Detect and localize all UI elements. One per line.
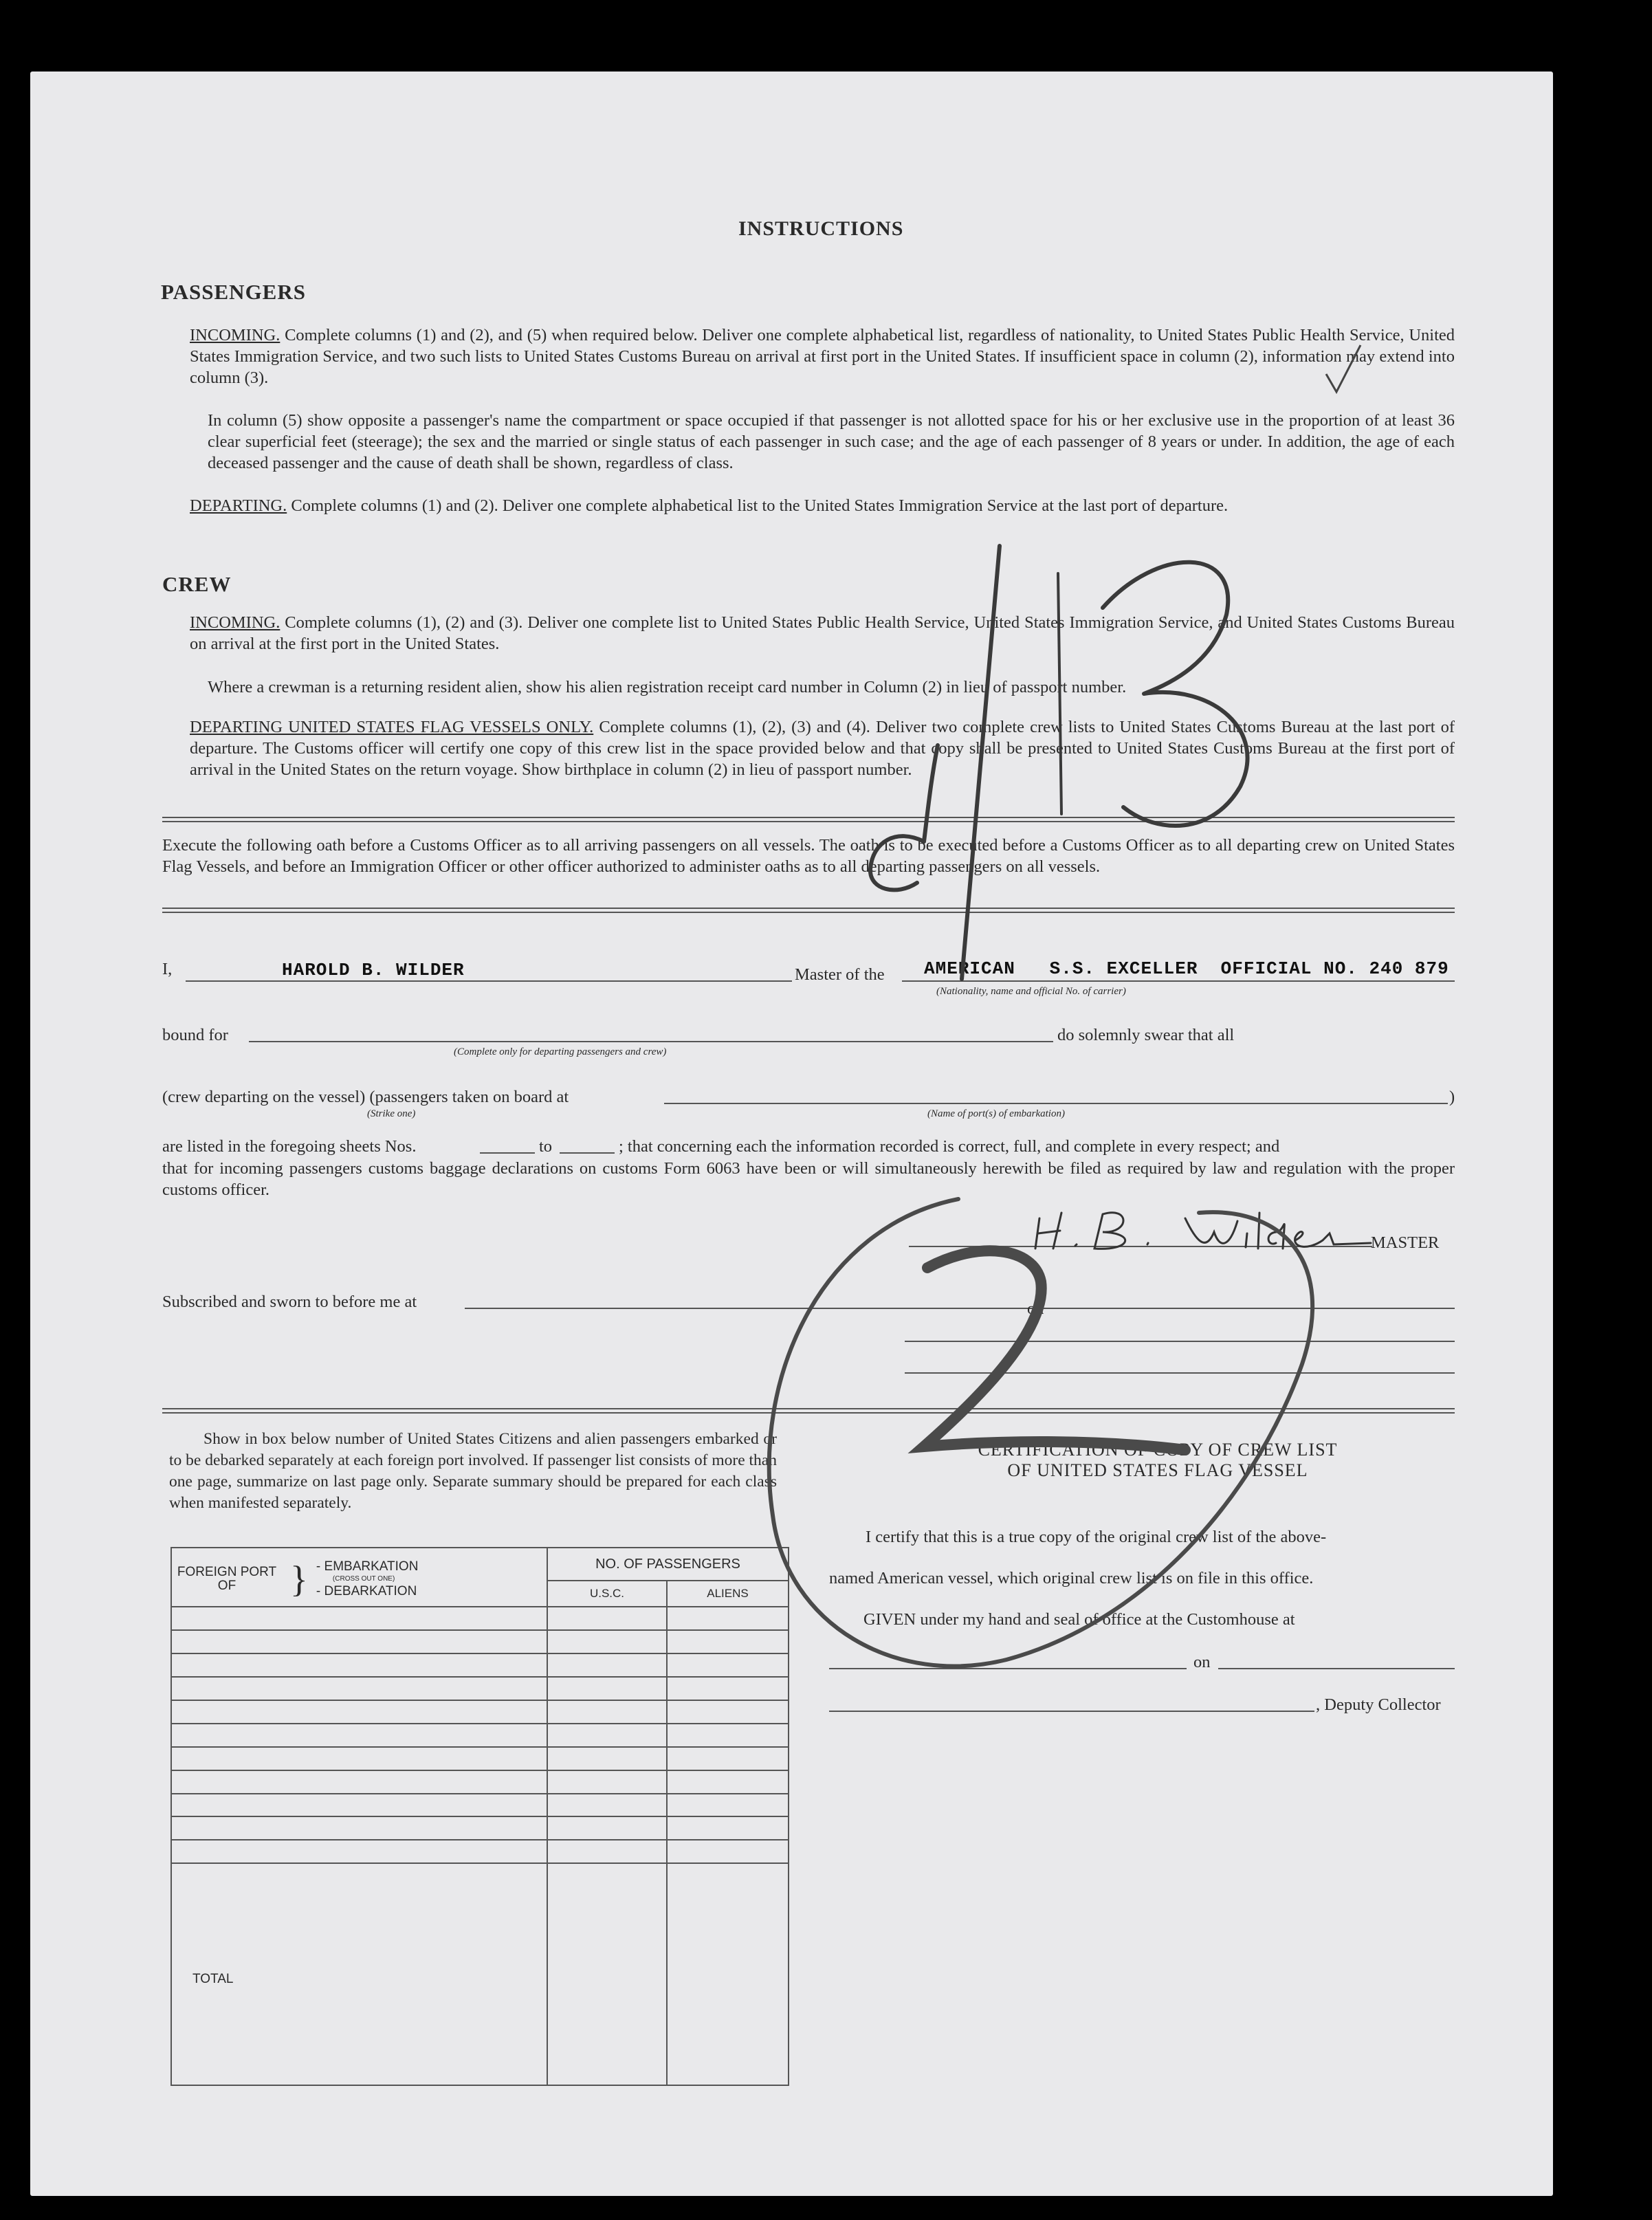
sheets-text: ; that concerning each the information recorded is correct, full, and complete in every respect; and bbox=[619, 1137, 1280, 1156]
total-label: TOTAL bbox=[171, 1863, 547, 2085]
oath-i-label: I, bbox=[162, 960, 173, 978]
table-row bbox=[171, 1747, 789, 1770]
passenger-summary-table bbox=[170, 1547, 789, 2086]
foreign-port-of-label: FOREIGN PORT OF bbox=[177, 1565, 277, 1593]
ports-line bbox=[664, 1103, 1448, 1104]
vessel-name: AMERICAN S.S. EXCELLER OFFICIAL NO. 240 879 bbox=[924, 958, 1449, 979]
usc-header: U.S.C. bbox=[547, 1581, 667, 1607]
crew-incoming-label: INCOMING. bbox=[190, 613, 280, 632]
table-row bbox=[171, 1770, 789, 1794]
debarkation-label: - DEBARKATION bbox=[316, 1584, 417, 1598]
cross-out-label: (CROSS OUT ONE) bbox=[332, 1575, 395, 1583]
page-title: INSTRUCTIONS bbox=[738, 217, 904, 240]
crew-passengers-text: (crew departing on the vessel) (passengers taken on board at bbox=[162, 1088, 569, 1106]
table-row bbox=[171, 1724, 789, 1747]
passengers-departing-label: DEPARTING. bbox=[190, 496, 287, 515]
bound-for-caption: (Complete only for departing passengers and crew) bbox=[454, 1046, 667, 1057]
subscribed-on-label: on bbox=[1027, 1299, 1044, 1318]
table-row bbox=[171, 1653, 789, 1677]
certification-given: GIVEN under my hand and seal of office at the Customhouse at bbox=[863, 1610, 1295, 1629]
ports-close-paren: ) bbox=[1449, 1088, 1455, 1106]
crew-resident-paragraph: Where a crewman is a returning resident alien, show his alien registration receipt card number in Column (2) in lieu of passport number. bbox=[208, 678, 1127, 696]
crew-heading: CREW bbox=[162, 572, 232, 596]
aliens-header: ALIENS bbox=[667, 1581, 789, 1607]
bound-for-line bbox=[249, 1041, 1053, 1042]
crew-departing-paragraph bbox=[190, 716, 1455, 780]
vessel-caption: (Nationality, name and official No. of carrier) bbox=[936, 986, 1126, 997]
master-signature-line bbox=[909, 1246, 1372, 1247]
passengers-departing-text: Complete columns (1) and (2). Deliver one complete alphabetical list to the United States Immigration Service at the last port of departure. bbox=[291, 496, 1229, 515]
table-row bbox=[171, 1816, 789, 1840]
certification-text-2: named American vessel, which original crew list is on file in this office. bbox=[829, 1569, 1314, 1587]
crew-incoming-text: Complete columns (1), (2) and (3). Deliver one complete list to United States Public Health Service, United States Immigration Service, and United States Customs Bureau on arrival at the first port in the United States. bbox=[190, 613, 1455, 653]
summary-divider bbox=[162, 1408, 1455, 1414]
handwritten-circled-number bbox=[769, 1199, 1312, 1666]
bound-for-label: bound for bbox=[162, 1026, 228, 1044]
no-passengers-header: NO. OF PASSENGERS bbox=[547, 1548, 789, 1581]
crew-departing-text: Complete columns (1), (2), (3) and (4). Deliver two complete crew lists to United States Customs Bureau at the last port of departure. The Customs officer will certify one copy of this crew list in the space provided below and that copy shall be presented to United States Customs Bureau at the first port of arrival in the United States on the return voyage. Show birthplace in column (2) in lieu of passport number. bbox=[190, 718, 1455, 779]
total-row bbox=[171, 1863, 789, 2085]
crew-departing-label: DEPARTING UNITED STATES FLAG VESSELS ONLY. bbox=[190, 718, 594, 736]
certification-title-line2: OF UNITED STATES FLAG VESSEL bbox=[1007, 1460, 1308, 1480]
brace-glyph: } bbox=[290, 1559, 308, 1600]
passengers-departing-paragraph bbox=[190, 495, 1455, 516]
passengers-column5-paragraph: In column (5) show opposite a passenger's name the compartment or space occupied if that passenger is not allotted space for his or her exclusive use in the proportion of at least 36 clear superficial feet (steerage); the sex and the married or single status of each passenger in such case; and the age of each passenger of 8 years or under. In addition, the age of each deceased passenger and the cause of death shall be shown, regardless of class. bbox=[208, 411, 1455, 472]
section-divider bbox=[162, 817, 1455, 822]
sheets-continuation: that for incoming passengers customs baggage declarations on customs Form 6063 have been or will simultaneously herewith be filed as required by law and regulation with the proper customs officer. bbox=[162, 1159, 1455, 1199]
customhouse-line bbox=[829, 1668, 1187, 1669]
table-row bbox=[171, 1794, 789, 1817]
master-label: MASTER bbox=[1371, 1233, 1440, 1252]
master-signature bbox=[1035, 1213, 1371, 1249]
master-name: HAROLD B. WILDER bbox=[282, 960, 465, 980]
certification-title bbox=[855, 1440, 1460, 1481]
table-row bbox=[171, 1700, 789, 1724]
sheets-to-line bbox=[560, 1152, 615, 1154]
passengers-heading: PASSENGERS bbox=[161, 280, 306, 304]
passengers-incoming-text: Complete columns (1) and (2), and (5) when required below. Deliver one complete alphabetical list, regardless of nationality, to United States Public Health Service, United States Immigration Service, and two such lists to United States Customs Bureau on arrival at first port in the United States. If insufficient space in column (2), information may extend into column (3). bbox=[190, 326, 1455, 387]
subscribed-label: Subscribed and sworn to before me at bbox=[162, 1293, 417, 1311]
ports-caption: (Name of port(s) of embarkation) bbox=[927, 1108, 1065, 1119]
subscribed-line bbox=[465, 1308, 1455, 1309]
summary-instruction: Show in box below number of United States Citizens and alien passengers embarked or to be debarked separately at each foreign port involved. If passenger list consists of more than one page, summarize on last page only. Separate summary should be prepared for each class when manifested separately. bbox=[169, 1430, 777, 1512]
official-line-1 bbox=[905, 1341, 1455, 1342]
master-of-label: Master of the bbox=[795, 965, 885, 984]
sheets-label: are listed in the foregoing sheets Nos. bbox=[162, 1137, 417, 1156]
table-row bbox=[171, 1677, 789, 1700]
certification-on-label: on bbox=[1193, 1653, 1211, 1671]
certification-title-line1: CERTIFICATION OF COPY OF CREW LIST bbox=[978, 1440, 1338, 1460]
oath-divider bbox=[162, 908, 1455, 913]
table-row bbox=[171, 1840, 789, 1863]
table-row bbox=[171, 1630, 789, 1653]
vessel-line bbox=[902, 980, 1455, 982]
passengers-incoming-label: INCOMING. bbox=[190, 326, 280, 344]
strike-one-caption: (Strike one) bbox=[367, 1108, 416, 1119]
deputy-collector-line bbox=[829, 1711, 1314, 1712]
summary-port-header bbox=[171, 1548, 547, 1607]
deputy-collector-label: , Deputy Collector bbox=[1316, 1695, 1441, 1714]
crew-incoming-paragraph bbox=[190, 612, 1455, 655]
document-page bbox=[30, 72, 1553, 2196]
swear-label: do solemnly swear that all bbox=[1057, 1026, 1235, 1044]
embarkation-label: - EMBARKATION bbox=[316, 1559, 419, 1574]
table-row bbox=[171, 1607, 789, 1630]
oath-instruction: Execute the following oath before a Customs Officer as to all arriving passengers on all vessels. The oath is to be executed before a Customs Officer as to all departing crew on United States Flag Vessels, and before an Immigration Officer or other officer authorized to administer oaths as to all departing passengers on all vessels. bbox=[162, 836, 1455, 876]
date-line bbox=[1218, 1668, 1455, 1669]
certification-text-1: I certify that this is a true copy of the original crew list of the above- bbox=[866, 1528, 1327, 1546]
master-name-line bbox=[186, 980, 792, 982]
official-line-2 bbox=[905, 1372, 1455, 1374]
passengers-incoming-paragraph bbox=[190, 325, 1455, 388]
sheets-from-line bbox=[480, 1152, 535, 1154]
sheets-to-label: to bbox=[539, 1137, 553, 1156]
